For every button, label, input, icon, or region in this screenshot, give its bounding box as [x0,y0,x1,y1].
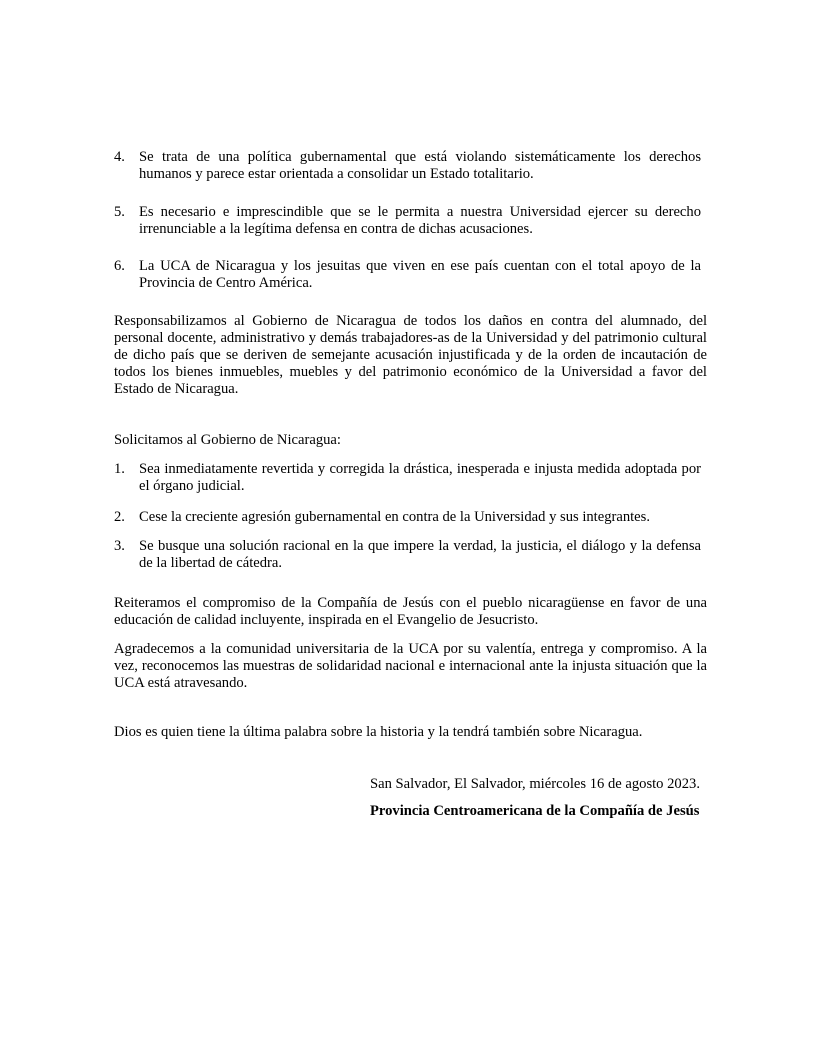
list-number: 5. [114,204,125,220]
list-number: 2. [114,509,125,525]
list-number: 4. [114,149,125,165]
signature-organization: Provincia Centroamericana de la Compañía de Jesús [370,803,700,819]
list-text: Cese la creciente agresión gubernamental en contra de la Universidad y sus integrantes. [139,509,650,525]
list-item-1 [114,461,701,495]
list-item-4 [114,149,701,183]
paragraph-reiteramos: Reiteramos el compromiso de la Compañía de Jesús con el pueblo nicaragüense en favor de una educación de calidad incluyente, inspirada en el Evangelio de Jesucristo. [114,595,707,628]
list-number: 1. [114,461,125,477]
list-item-5 [114,204,701,238]
list-text: La UCA de Nicaragua y los jesuitas que viven en ese país cuentan con el total apoyo de la Provincia de Centro América. [139,258,701,291]
paragraph-dios: Dios es quien tiene la última palabra sobre la historia y la tendrá también sobre Nicaragua. [114,724,643,740]
list-item-3 [114,538,701,572]
paragraph-agradecemos: Agradecemos a la comunidad universitaria de la UCA por su valentía, entrega y compromiso. A la vez, reconocemos las muestras de solidaridad nacional e internacional ante la injusta situación que la UCA está atravesando. [114,641,707,691]
paragraph-solicitamos: Solicitamos al Gobierno de Nicaragua: [114,432,341,448]
list-number: 3. [114,538,125,554]
list-text: Se busque una solución racional en la que impere la verdad, la justicia, el diálogo y la defensa de la libertad de cátedra. [139,538,701,571]
list-item-6 [114,258,701,292]
list-text: Se trata de una política gubernamental que está violando sistemáticamente los derechos humanos y parece estar orientada a consolidar un Estado totalitario. [139,149,701,182]
list-text: Sea inmediatamente revertida y corregida la drástica, inesperada e injusta medida adoptada por el órgano judicial. [139,461,701,494]
paragraph-responsabilizamos: Responsabilizamos al Gobierno de Nicaragua de todos los daños en contra del alumnado, del personal docente, administrativo y demás trabajadores-as de la Universidad y del patrimonio cultural de dicho país que se deriven de semejante acusación injustificada y de la orden de incautación de todos los bienes inmuebles, muebles y del patrimonio económico de la Universidad a favor del Estado de Nicaragua. [114,313,707,397]
signature-place-date: San Salvador, El Salvador, miércoles 16 de agosto 2023. [370,776,700,792]
list-item-2 [114,509,701,526]
list-number: 6. [114,258,125,274]
list-text: Es necesario e imprescindible que se le permita a nuestra Universidad ejercer su derecho irrenunciable a la legítima defensa en contra de dichas acusaciones. [139,204,701,237]
